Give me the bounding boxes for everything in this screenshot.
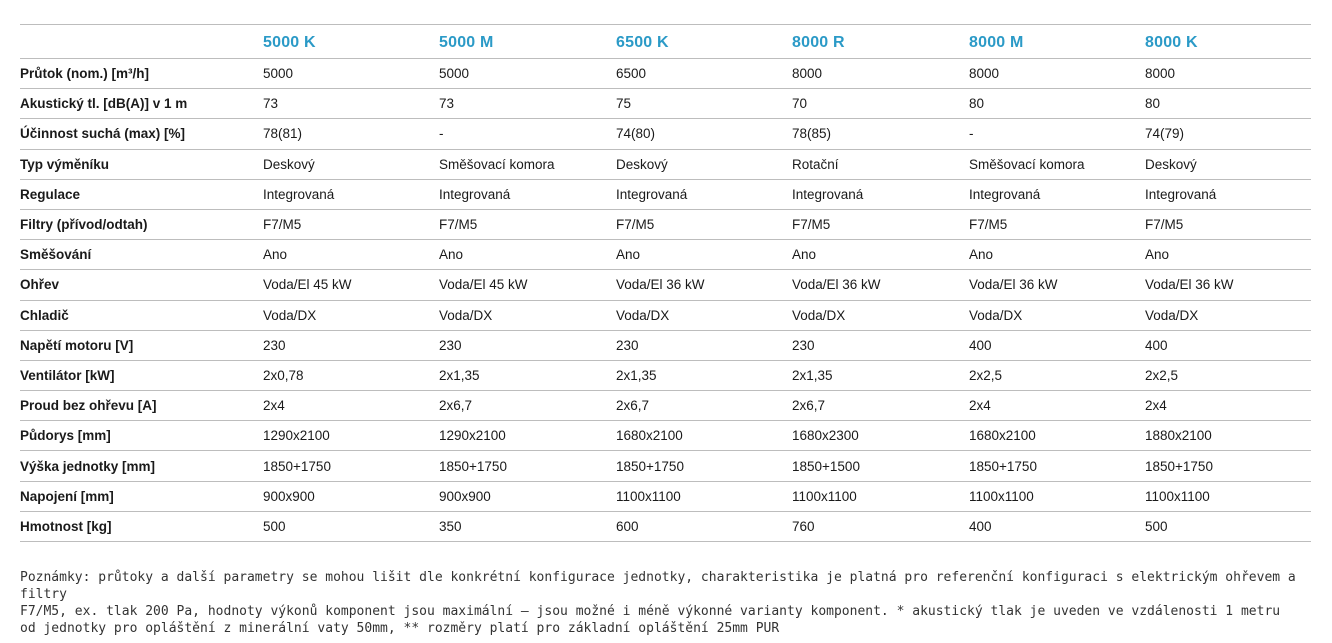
table-cell: 73 (439, 89, 616, 119)
table-cell: 5000 (263, 59, 439, 89)
table-cell: 73 (263, 89, 439, 119)
table-cell: Integrovaná (616, 179, 792, 209)
table-cell: 78(85) (792, 119, 969, 149)
table-row (20, 330, 1311, 360)
header-cell-empty (20, 25, 263, 59)
notes-line: Poznámky: průtoky a další parametry se mohou lišit dle konkrétní konfigurace jednotky, charakteristika je platná pro referenční konfiguraci s elektrickým ohřevem a filtry (20, 570, 1296, 602)
row-label: Filtry (přívod/odtah) (20, 209, 263, 239)
table-cell: 70 (792, 89, 969, 119)
table-row (20, 511, 1311, 541)
table-cell: 350 (439, 511, 616, 541)
table-cell: 2x6,7 (439, 391, 616, 421)
table-cell: 1680x2100 (616, 421, 792, 451)
table-cell: Voda/DX (969, 300, 1145, 330)
table-cell: 2x4 (263, 391, 439, 421)
row-label: Chladič (20, 300, 263, 330)
row-label: Proud bez ohřevu [A] (20, 391, 263, 421)
table-cell: 230 (616, 330, 792, 360)
table-cell: 8000 (969, 59, 1145, 89)
table-cell: 500 (1145, 511, 1311, 541)
table-cell: 400 (1145, 330, 1311, 360)
table-cell: Ano (616, 240, 792, 270)
table-body (20, 59, 1311, 542)
table-cell: 500 (263, 511, 439, 541)
table-row (20, 179, 1311, 209)
row-label: Regulace (20, 179, 263, 209)
table-cell: 2x6,7 (792, 391, 969, 421)
table-cell: Směšovací komora (969, 149, 1145, 179)
row-label: Půdorys [mm] (20, 421, 263, 451)
table-cell: Ano (969, 240, 1145, 270)
table-cell: Směšovací komora (439, 149, 616, 179)
table-cell: 2x1,35 (792, 360, 969, 390)
table-cell: 2x2,5 (1145, 360, 1311, 390)
table-cell: F7/M5 (439, 209, 616, 239)
table-cell: 1100x1100 (616, 481, 792, 511)
table-cell: 8000 (792, 59, 969, 89)
table-cell: Integrovaná (969, 179, 1145, 209)
table-cell: 900x900 (263, 481, 439, 511)
table-cell: Integrovaná (1145, 179, 1311, 209)
table-cell: 2x1,35 (439, 360, 616, 390)
table-cell: Deskový (1145, 149, 1311, 179)
table-cell: 1850+1750 (616, 451, 792, 481)
table-row (20, 300, 1311, 330)
table-cell: 1290x2100 (263, 421, 439, 451)
table-cell: 6500 (616, 59, 792, 89)
table-cell: Voda/El 36 kW (616, 270, 792, 300)
header-cell-model: 8000 K (1145, 25, 1311, 59)
table-cell: F7/M5 (263, 209, 439, 239)
table-cell: 1850+1750 (439, 451, 616, 481)
table-header-row (20, 25, 1311, 59)
table-cell: 1100x1100 (792, 481, 969, 511)
table-row (20, 59, 1311, 89)
table-row (20, 481, 1311, 511)
table-cell: Deskový (263, 149, 439, 179)
table-cell: 1850+1500 (792, 451, 969, 481)
header-cell-model: 5000 K (263, 25, 439, 59)
table-cell: 2x1,35 (616, 360, 792, 390)
row-label: Napojení [mm] (20, 481, 263, 511)
row-label: Účinnost suchá (max) [%] (20, 119, 263, 149)
table-cell: 230 (439, 330, 616, 360)
table-cell: 8000 (1145, 59, 1311, 89)
table-cell: F7/M5 (969, 209, 1145, 239)
table-cell: 80 (1145, 89, 1311, 119)
table-cell: 2x6,7 (616, 391, 792, 421)
header-cell-model: 8000 M (969, 25, 1145, 59)
table-cell: 1850+1750 (1145, 451, 1311, 481)
table-cell: Rotační (792, 149, 969, 179)
table-cell: 230 (263, 330, 439, 360)
table-cell: Voda/El 36 kW (1145, 270, 1311, 300)
table-cell: 230 (792, 330, 969, 360)
table-cell: Voda/El 36 kW (792, 270, 969, 300)
table-cell: - (439, 119, 616, 149)
table-cell: Voda/DX (792, 300, 969, 330)
table-row (20, 209, 1311, 239)
header-cell-model: 8000 R (792, 25, 969, 59)
table-cell: F7/M5 (616, 209, 792, 239)
table-cell: Ano (1145, 240, 1311, 270)
table-row (20, 89, 1311, 119)
table-cell: Integrovaná (263, 179, 439, 209)
row-label: Akustický tl. [dB(A)] v 1 m (20, 89, 263, 119)
table-cell: Voda/DX (616, 300, 792, 330)
table-cell: - (969, 119, 1145, 149)
table-cell: 760 (792, 511, 969, 541)
row-label: Výška jednotky [mm] (20, 451, 263, 481)
table-cell: 600 (616, 511, 792, 541)
row-label: Hmotnost [kg] (20, 511, 263, 541)
notes-line: od jednotky pro opláštění z minerální vaty 50mm, ** rozměry platí pro základní opláštění 25mm PUR (20, 621, 780, 636)
table-cell: Voda/DX (263, 300, 439, 330)
table-cell: 1880x2100 (1145, 421, 1311, 451)
table-cell: 2x0,78 (263, 360, 439, 390)
table-cell: 1680x2100 (969, 421, 1145, 451)
table-row (20, 451, 1311, 481)
table-cell: 5000 (439, 59, 616, 89)
table-row (20, 360, 1311, 390)
table-cell: 1100x1100 (969, 481, 1145, 511)
table-cell: 74(80) (616, 119, 792, 149)
row-label: Průtok (nom.) [m³/h] (20, 59, 263, 89)
table-cell: Integrovaná (792, 179, 969, 209)
table-cell: 900x900 (439, 481, 616, 511)
row-label: Typ výměníku (20, 149, 263, 179)
table-row (20, 421, 1311, 451)
row-label: Napětí motoru [V] (20, 330, 263, 360)
table-row (20, 149, 1311, 179)
table-cell: 80 (969, 89, 1145, 119)
spec-table (20, 24, 1311, 542)
table-cell: Voda/El 36 kW (969, 270, 1145, 300)
table-row (20, 119, 1311, 149)
row-label: Směšování (20, 240, 263, 270)
row-label: Ohřev (20, 270, 263, 300)
table-row (20, 391, 1311, 421)
table-cell: 400 (969, 330, 1145, 360)
table-cell: 74(79) (1145, 119, 1311, 149)
table-cell: 1290x2100 (439, 421, 616, 451)
table-cell: Ano (263, 240, 439, 270)
table-cell: Ano (439, 240, 616, 270)
table-cell: 78(81) (263, 119, 439, 149)
table-cell: 2x2,5 (969, 360, 1145, 390)
notes-line: F7/M5, ex. tlak 200 Pa, hodnoty výkonů komponent jsou maximální – jsou možné i méně výkonné varianty komponent. * akustický tlak je uveden ve vzdálenosti 1 metru (20, 604, 1281, 619)
table-cell: Voda/El 45 kW (263, 270, 439, 300)
table-cell: F7/M5 (792, 209, 969, 239)
table-row (20, 240, 1311, 270)
table-cell: 1100x1100 (1145, 481, 1311, 511)
table-cell: Voda/El 45 kW (439, 270, 616, 300)
table-cell: Voda/DX (439, 300, 616, 330)
table-cell: Deskový (616, 149, 792, 179)
header-cell-model: 6500 K (616, 25, 792, 59)
table-cell: Voda/DX (1145, 300, 1311, 330)
table-cell: 1850+1750 (263, 451, 439, 481)
spec-table-container (20, 24, 1311, 542)
row-label: Ventilátor [kW] (20, 360, 263, 390)
table-cell: 75 (616, 89, 792, 119)
table-cell: 1680x2300 (792, 421, 969, 451)
table-cell: F7/M5 (1145, 209, 1311, 239)
table-cell: 2x4 (969, 391, 1145, 421)
table-row (20, 270, 1311, 300)
table-cell: 400 (969, 511, 1145, 541)
table-cell: Ano (792, 240, 969, 270)
table-cell: 2x4 (1145, 391, 1311, 421)
header-cell-model: 5000 M (439, 25, 616, 59)
table-cell: 1850+1750 (969, 451, 1145, 481)
table-cell: Integrovaná (439, 179, 616, 209)
notes-paragraph (20, 569, 1320, 637)
